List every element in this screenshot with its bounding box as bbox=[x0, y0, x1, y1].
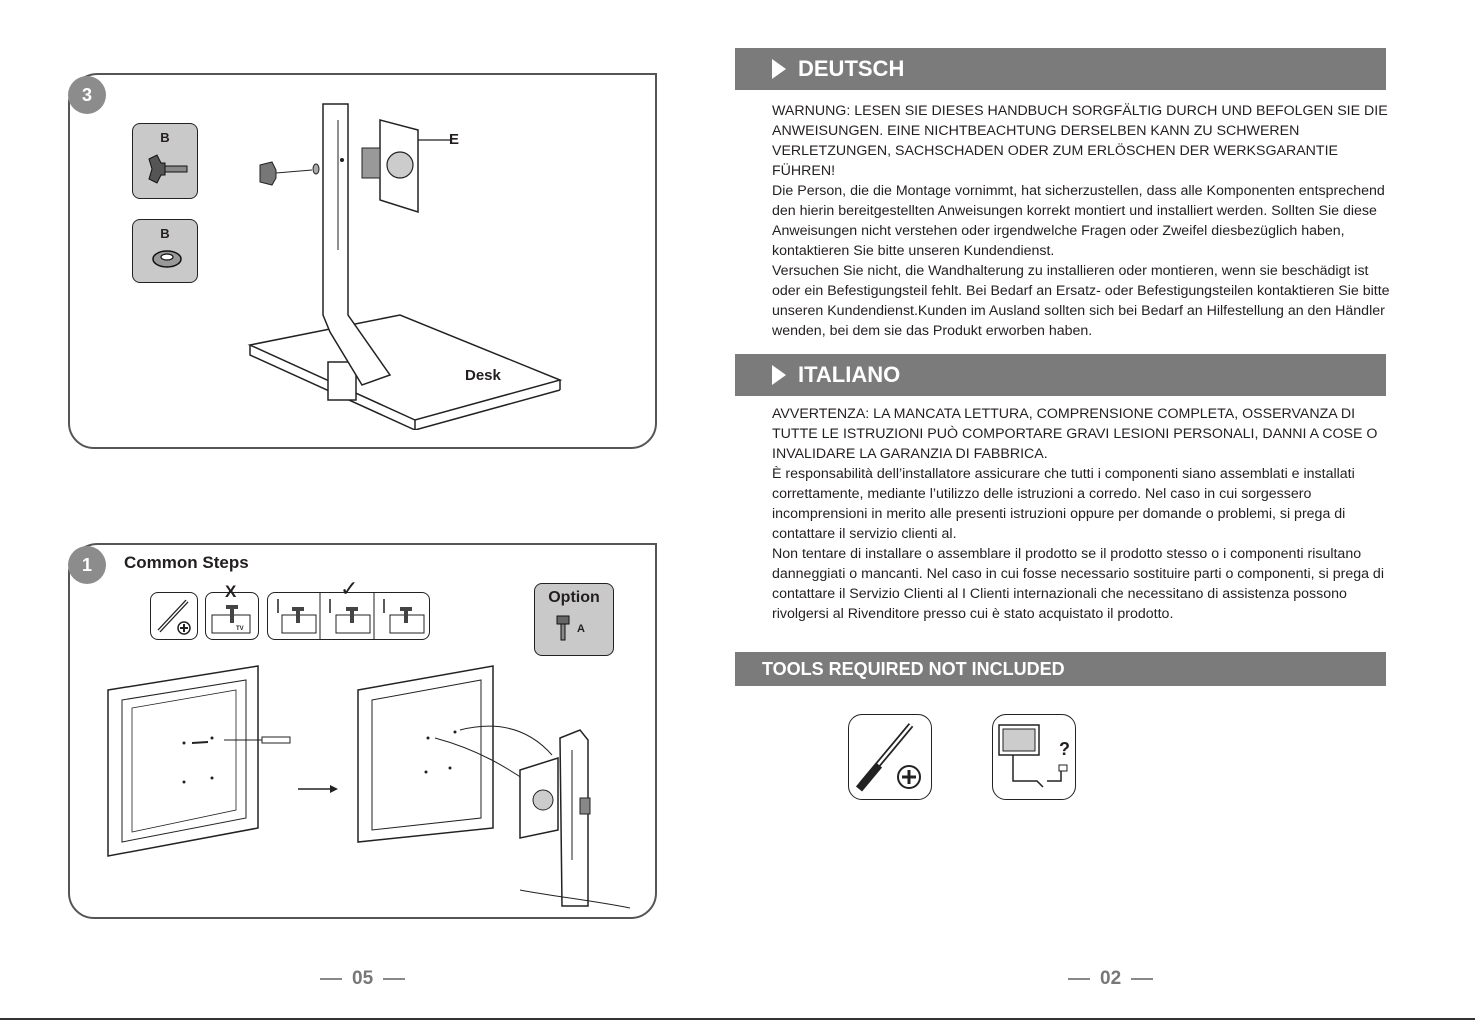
phillips-screwdriver-tool bbox=[848, 714, 932, 800]
washer-icon bbox=[135, 241, 195, 277]
monitor-unknown-tool bbox=[992, 714, 1076, 800]
bottom-rule bbox=[0, 1018, 1475, 1020]
question-mark: ? bbox=[1059, 739, 1070, 759]
tools-header-bar bbox=[735, 652, 1386, 686]
italiano-title: ITALIANO bbox=[798, 362, 901, 387]
part-b-knob-box bbox=[132, 123, 198, 199]
deutsch-paragraph: Die Person, die die Montage vornimmt, hat sicherzustellen, dass alle Komponenten entsprechend den hierin bereitgestellten Anweisungen korrekt montiert und installiert werden. Sollten Sie diese Anweisungen nicht verstehen oder irgendwelche Fragen oder Zweifel diesbezüglich haben, kontaktieren Sie bitte unseren Kundendienst. bbox=[772, 183, 1385, 259]
option-part-letter: A bbox=[577, 623, 585, 635]
screwdriver-icon bbox=[151, 593, 197, 639]
dash bbox=[320, 978, 342, 980]
step-1-title: Common Steps bbox=[124, 553, 249, 572]
dash bbox=[1068, 978, 1090, 980]
deutsch-header-bar bbox=[735, 48, 1386, 90]
deutsch-paragraph: Versuchen Sie nicht, die Wandhalterung zu installieren oder montieren, wenn sie beschädigt ist oder ein Befestigungsteil fehlt. Bei Bedarf an Ersatz- oder Befestigungsteilen kontaktieren Sie bitte unseren Kundendienst.Kunden im Ausland sollten sich bei Bedarf an Hilfestellung an den Händler wenden, bei dem sie das Produkt erworben haben. bbox=[772, 263, 1390, 339]
step-3-badge: 3 bbox=[68, 76, 106, 114]
monitor-attach-illustration bbox=[100, 660, 640, 910]
bolt-a-icon bbox=[553, 614, 575, 644]
left-page-number bbox=[320, 968, 405, 990]
tv-label: TV bbox=[236, 626, 244, 632]
deutsch-title: DEUTSCH bbox=[798, 56, 905, 81]
step-1-badge: 1 bbox=[68, 546, 106, 584]
italiano-text bbox=[772, 404, 1397, 624]
italiano-paragraph: È responsabilità dell’installatore assicurare che tutti i componenti siano assemblati e installati correttamente, mediante l’utilizzo delle istruzioni a corredo. Nel caso in cui sorgessero incomprensioni in merito alle presenti istruzioni oppure per domande o problemi, si prega di contattare il servizio clienti al. bbox=[772, 466, 1355, 542]
page-number-text: 05 bbox=[352, 968, 374, 989]
option-box bbox=[534, 583, 614, 656]
option-title: Option bbox=[548, 589, 600, 606]
part-letter: B bbox=[160, 130, 170, 145]
page-number-text: 02 bbox=[1100, 968, 1122, 989]
triangle-bullet-icon bbox=[772, 59, 786, 79]
italiano-paragraph: Non tentare di installare o assemblare il prodotto se il prodotto stesso o i componenti risultano danneggiati o mancanti. Nel caso in cui fosse necessario sostituire parti o componenti, si prega di contattare il Servizio Clienti al I Clienti internazionali che necessitano di assistenza possono rivolgersi al Rivenditore presso cui è stato acquistato il prodotto. bbox=[772, 546, 1384, 622]
tools-title: TOOLS REQUIRED NOT INCLUDED bbox=[762, 658, 1065, 679]
dash bbox=[383, 978, 405, 980]
triangle-bullet-icon bbox=[772, 365, 786, 385]
deutsch-warning: WARNUNG: LESEN SIE DIESES HANDBUCH SORGFÄLTIG DURCH UND BEFOLGEN SIE DIE ANWEISUNGEN. EINE NICHTBEACHTUNG DERSELBEN KANN ZU SCHWEREN VERLETZUNGEN, SACHSCHADEN ODER ZUM ERLÖSCHEN DER WERKSGARANTIE FÜHREN! bbox=[772, 103, 1388, 179]
italiano-warning: AVVERTENZA: LA MANCATA LETTURA, COMPRENSIONE COMPLETA, OSSERVANZA DI TUTTE LE ISTRUZIONI PUÒ COMPORTARE GRAVI LESIONI PERSONALI, DANNI A COSE O INVALIDARE LA GARANZIA DI FABBRICA. bbox=[772, 406, 1378, 462]
part-b-washer-box bbox=[132, 219, 198, 283]
x-mark: X bbox=[225, 582, 237, 601]
knob-screw-icon bbox=[135, 145, 195, 195]
screwdriver-icon bbox=[849, 715, 931, 799]
dash bbox=[1131, 978, 1153, 980]
deutsch-text bbox=[772, 101, 1397, 341]
desk-stand-assembly-illustration bbox=[240, 100, 570, 430]
italiano-header-bar bbox=[735, 354, 1386, 396]
right-page-number bbox=[1068, 968, 1153, 990]
screwdriver-tool-box bbox=[150, 592, 198, 640]
desk-label: Desk bbox=[465, 367, 501, 384]
part-letter: B bbox=[160, 226, 170, 241]
callout-e: E bbox=[449, 131, 460, 148]
check-mark: ✓ bbox=[340, 576, 359, 601]
